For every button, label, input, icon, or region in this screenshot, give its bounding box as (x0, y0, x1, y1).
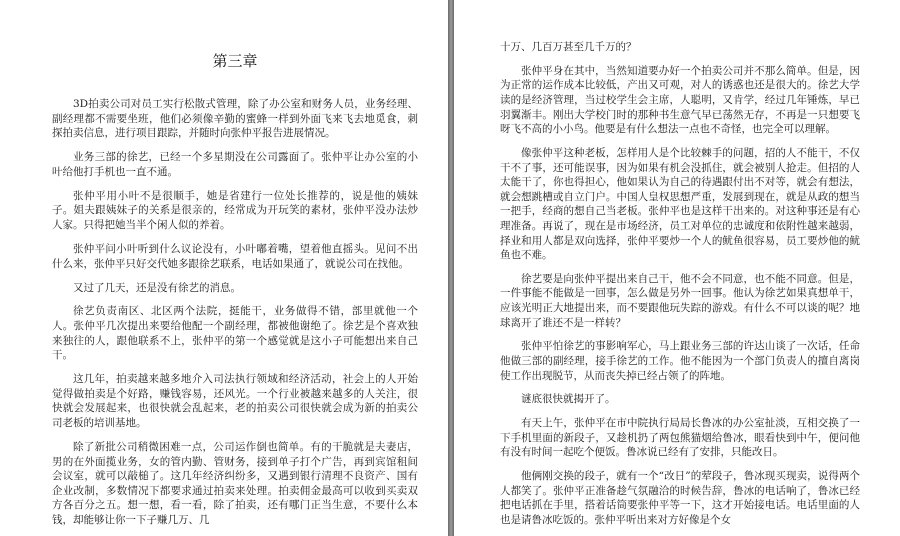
paragraph: 张仲平怕徐艺的事影响军心，马上跟业务三部的许达山谈了一次话，任命他做三部的副经理，接手徐艺的工作。他不能因为一个部门负责人的擅自离岗使工作出现脱节，从而丧失掉已经占领了的阵地。 (500, 340, 860, 382)
paragraph: 3D拍卖公司对员工实行松散式管理，除了办公室和财务人员，业务经理、副经理都不需要坐班，他们必须像辛勤的蜜蜂一样到外面飞来飞去地觅食，刺探拍卖信息，进行项目跟踪，并随时向张仲平报告进展情况。 (52, 98, 418, 140)
left-page (0, 0, 448, 536)
paragraph: 这几年，拍卖越来越多地介入司法执行领域和经济活动，社会上的人开始觉得做拍卖是个好路，赚钱容易，还风光。一个行业被越来越多的人关注，很快就会发展起来，也很快就会乱起来，老的拍卖公司很快就会成为新的拍卖公司老板的培训基地。 (52, 373, 418, 430)
paragraph: 业务三部的徐艺，已经一个多星期没在公司露面了。张仲平让办公室的小叶给他打手机也一直不通。 (52, 151, 418, 178)
paragraph: 除了新批公司稍微困难一点，公司运作倒也简单。有的干脆就是夫妻店，男的在外面揽业务，女的管内勤、管财务，接到单子打个广告，再到宾馆租间会议室，就可以敲槌了。这几年经济纠纷多，又遇到银行清理不良资产、国有企业改制，多数情况下都要求通过拍卖来处理。拍卖佣金最高可以收到买卖双方各百分之五。想一想，看一看，除了拍卖，还有哪门正当生意，不要什么本钱，却能够让你一下子赚几万、几 (52, 441, 418, 526)
paragraph: 张仲平问小叶听到什么议论没有，小叶嘟着嘴，望着他直摇头。见问不出什么来，张仲平只好交代她多跟徐艺联系，电话如果通了，就说公司在找他。 (52, 242, 418, 270)
right-page (454, 0, 900, 536)
paragraph: 他俩刚交换的段子，就有一个“改日”的荤段子，鲁冰现买现卖，说得两个人都笑了。张仲平正准备趁气氛融洽的时候告辞，鲁冰的电话响了，鲁冰已经把电话抓在手里，搭着话筒要张仲平等一下，这才开始接电话。电话里面的人也是请鲁冰吃饭的。张仲平听出来对方好像是个女 (500, 470, 860, 526)
paragraph: 又过了几天，还是没有徐艺的消息。 (73, 281, 241, 294)
paragraph: 张仲平身在其中，当然知道要办好一个拍卖公司并不那么简单。但是，因为正常的运作成本比较低，产出又可观，对人的诱惑也还是很大的。徐艺大学读的是经济管理，当过校学生会主席，人聪明，又肯学，经过几年锤炼，早已羽翼渐丰。刚出大学校门时的那种书生意气早已荡然无存，不再是一只想要飞呀飞不高的小小鸟。他要是有什么想法一点也不奇怪，也完全可以理解。 (500, 64, 860, 136)
paragraph: 徐艺负责南区、北区两个法院，挺能干，业务做得不错，部里就他一个人。张仲平几次提出来要给他配一个副经理，都被他谢绝了。徐艺是个喜欢独来独往的人，跟他联系不上，张仲平的第一个感觉就是这小子可能想出来自己干。 (52, 305, 418, 362)
paragraph: 徐艺要是向张仲平提出来自己干，他不会不同意，也不能不同意。但是，一件事能不能做是一回事，怎么做是另外一回事。他认为徐艺如果真想单干，应该光明正大地提出来，而不要跟他玩失踪的游戏。有什么不可以谈的呢？地球离开了谁还不是一样转？ (500, 272, 860, 329)
paragraph: 像张仲平这种老板，怎样用人是个比较棘手的问题，招的人不能干，不仅干不了事，还可能误事，因为如果有机会没抓住，就会被别人抢走。但招的人太能干了，你也得担心，他如果认为自己的待遇跟付出不对等，就会有想法，就会想跳槽或自立门户。中国人皇权思想严重，发展到现在，就是从政的想当一把手，经商的想自己当老板。张仲平也是这样干出来的。对这种事还是有心理准备。再说了，现在是市场经济，员工对单位的忠诚度和依附性越来越弱，择业和用人都是双向选择，张仲平要炒一个人的鱿鱼很容易，员工要炒他的鱿鱼也不难。 (500, 146, 860, 262)
paragraph: 谜底很快就揭开了。 (521, 393, 616, 406)
paragraph: 张仲平用小叶不是很顺手，她是省建行一位处长推荐的，说是他的姨妹子。姐夫跟姨妹子的关系是很亲的，经常成为开玩笑的素材，张仲平没办法炒人家。只得把她当半个闲人似的养着。 (52, 189, 418, 231)
chapter-title: 第三章 (212, 52, 258, 70)
paragraph-continued: 十万、几百万甚至几千万的？ (500, 41, 637, 53)
paragraph: 有天上午，张仲平在市中院执行局局长鲁冰的办公室扯淡，互相交换了一下手机里面的新段子，又趁机扔了两包熊猫烟给鲁冰，眼看快到中午，便问他有没有时间一起吃个便饭。鲁冰说已经有了安排，只能改日。 (500, 417, 860, 459)
